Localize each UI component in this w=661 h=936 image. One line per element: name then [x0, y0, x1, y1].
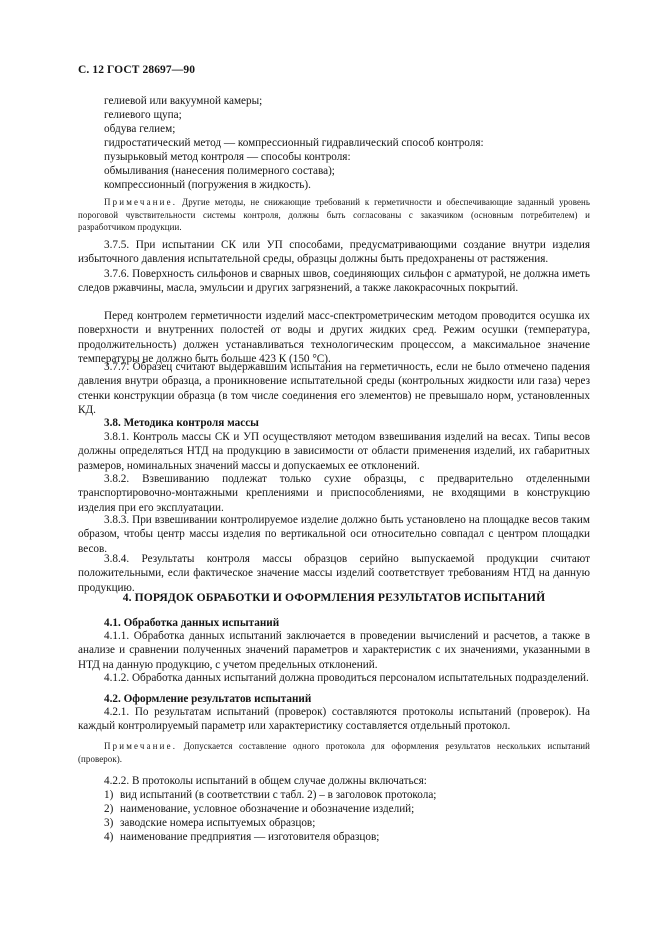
list-item: [78, 830, 590, 844]
paragraph-4-1-2: 4.1.2. Обработка данных испытаний должна проводиться персоналом испытательных подразделений.: [104, 672, 589, 684]
list-number: 1): [104, 789, 114, 801]
list-number: 2): [104, 803, 114, 815]
note-paragraph: [78, 740, 590, 765]
heading-4-1: 4.1. Обработка данных испытаний: [104, 617, 280, 629]
note-paragraph: [78, 196, 590, 234]
paragraph-4-2-1: 4.2.1. По результатам испытаний (проверок) составляются протоколы испытаний (проверок). На каждый контролируемый параметр или характеристику составляется отдельный протокол.: [78, 706, 590, 733]
list-number: 3): [104, 817, 114, 829]
list-text: заводские номера испытуемых образцов;: [120, 817, 316, 829]
paragraph-3-8-1: 3.8.1. Контроль массы СК и УП осуществляют методом взвешивания изделий на весах. Типы весов должны определяться НТД на продукцию в зависимости от области применения изделий, их габаритных размеров, номинальных значений массы и допускаемых ее отклонений.: [78, 431, 590, 472]
list-text: наименование предприятия — изготовителя образцов;: [120, 831, 380, 843]
paragraph-3-7-6: 3.7.6. Поверхность сильфонов и сварных швов, соединяющих сильфон с арматурой, не должна иметь следов ржавчины, масла, эмульсии и других загрязнений, а также лакокрасочных покрытий.: [78, 268, 590, 295]
paragraph-mass-spectrometry: Перед контролем герметичности изделий масс-спектрометрическим методом проводится осушка их поверхности и внутренних полостей от воды и других жидких сред. Режим осушки (температура, продолжительность) должен устанавливаться технологическим процессом, а максимальное значение температуры не должно быть больше 423 К (150 °С).: [78, 310, 590, 365]
list-item: [78, 816, 590, 830]
list-text: наименование, условное обозначение и обозначение изделий;: [120, 803, 415, 815]
section-4-title: 4. ПОРЯДОК ОБРАБОТКИ И ОФОРМЛЕНИЯ РЕЗУЛЬТАТОВ ИСПЫТАНИЙ: [122, 591, 546, 604]
heading-3-8: 3.8. Методика контроля массы: [104, 417, 259, 429]
list-item: гидростатический метод — компрессионный гидравлический способ контроля:: [104, 137, 484, 149]
note-text: Другие методы, не снижающие требований к герметичности и обеспечивающие заданный уровень пороговой чувствительности системы контроля, должны быть согласованы с заказчиком (основным потребителем) и разработчиком продукции.: [78, 197, 590, 233]
note-label: Примечание.: [104, 197, 178, 207]
note-text: Допускается составление одного протокола для оформления результатов нескольких испытаний (проверок).: [78, 741, 590, 764]
list-number: 4): [104, 831, 114, 843]
paragraph-4-1-1: 4.1.1. Обработка данных испытаний заключается в проведении вычислений и расчетов, а также в анализе и сравнении полученных значений параметров и характеристик с их значениями, указанными в НТД на данную продукцию, с учетом предельных отклонений.: [78, 630, 590, 671]
list-item: обмыливания (нанесения полимерного состава);: [104, 165, 335, 177]
list-item: гелиевого щупа;: [104, 109, 182, 121]
list-item: [78, 788, 590, 802]
note-label: Примечание.: [104, 741, 178, 751]
page-header: С. 12 ГОСТ 28697—90: [78, 64, 196, 76]
list-item: компрессионный (погружения в жидкость).: [104, 179, 311, 191]
list-item: пузырьковый метод контроля — способы контроля:: [104, 151, 351, 163]
paragraph-3-8-4: 3.8.4. Результаты контроля массы образцов серийно выпускаемой продукции считают положительными, если фактическое значение массы изделий соответствует требованиям НТД на данную продукцию.: [78, 553, 590, 594]
list-item: обдува гелием;: [104, 123, 176, 135]
list-text: вид испытаний (в соответствии с табл. 2) – в заголовок протокола;: [120, 789, 437, 801]
paragraph-3-7-7: 3.7.7. Образец считают выдержавшим испытания на герметичность, если не было отмечено падения давления внутри образца, а проникновение испытательной среды (контрольных жидкости или газа) через стенки конструкции образца (в том числе соединения его элементов) не превышало норм, установленных КД.: [78, 361, 590, 416]
paragraph-3-8-2: 3.8.2. Взвешиванию подлежат только сухие образцы, с предварительно отделенными транспортировочно-монтажными креплениями и приспособлениями, не входящими в конструкцию изделия при его эксплуатации.: [78, 473, 590, 514]
list-item: гелиевой или вакуумной камеры;: [104, 95, 263, 107]
paragraph-4-2-2: 4.2.2. В протоколы испытаний в общем случае должны включаться:: [104, 775, 427, 787]
paragraph-3-8-3: 3.8.3. При взвешивании контролируемое изделие должно быть установлено на площадке весов таким образом, чтобы центр массы изделия по вертикальной оси относительно совпадал с центром площадки весов.: [78, 514, 590, 555]
list-item: [78, 802, 590, 816]
heading-4-2: 4.2. Оформление результатов испытаний: [104, 693, 312, 705]
paragraph-3-7-5: 3.7.5. При испытании СК или УП способами, предусматривающими создание внутри изделия избыточного давления испытательной среды, образцы должны быть предохранены от растяжения.: [78, 239, 590, 266]
